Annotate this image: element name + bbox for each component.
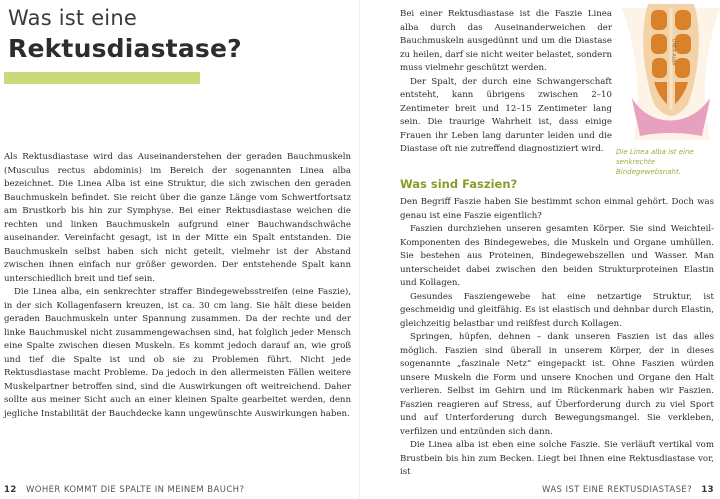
right-paragraph-4: Springen, hüpfen, dehnen – dank unseren Faszien ist das alles möglich. Faszien sind überall in unserem Körper, der in dieses sogenannte „faszinale Netz“ eingepackt ist. Ohne Faszien würden unsere Muskeln die Form und unsere Knochen und Organe den Halt verlieren. Selbst im Gehirn und im Rückenmark haben wir Faszien. Faszien reagieren auf Stress, auf Überforderung durch zu viel Sport und auf Unterforderung durch Bewegungsmangel. Sie verkleben, verfilzen und entzünden sich dann. <box>400 332 714 437</box>
muscle-segment-1 <box>651 10 667 30</box>
muscle-segment-3 <box>651 34 667 54</box>
muscle-segment-6 <box>675 58 690 78</box>
page-title-line-2: Rektusdiastase? <box>8 34 242 63</box>
muscle-segment-4 <box>675 34 691 54</box>
right-paragraph-3: Gesundes Fasziengewebe hat eine netzartige Struktur, ist geschmeidig und gleitfähig. Es ist elastisch und dehnbar durch Elastin, gleichzeitig belastbar und reißfest durch Kollagen. <box>400 291 714 329</box>
left-paragraph-1: Als Rektusdiastase wird das Auseinanderstehen der geraden Bauchmuskeln (Musculus rectus abdominis) im Bereich der sogenannten Linea alba bezeichnet. Die Linea Alba ist eine Struktur, die sich zwischen den geraden Bauchmuskeln befindet. Sie reicht über die ganze Länge vom Schwertfortsatz am Brustkorb bis hin zur Symphyse. Bei einer Rektusdiastase weichen die rechten und linken Bauchmuskeln aufgrund einer Bauchwandschwäche auseinander. Vereinfacht gesagt, ist in der Mitte ein Spalt entstanden. Die Bauchmuskeln selbst haben sich nicht geteilt, vielmehr ist der Abstand zwischen ihnen einfach nur größer geworden. Der entstehende Spalt kann unterschiedlich breit und tief sein. <box>4 152 351 284</box>
right-bottom-text <box>400 196 714 480</box>
left-page-number: 12 <box>4 485 17 495</box>
right-paragraph-1: Den Begriff Faszie haben Sie bestimmt schon einmal gehört. Doch was genau ist eine Faszie eigentlich? <box>400 197 714 221</box>
linea-alba-illustration <box>620 0 720 140</box>
page-title-line-1: Was ist eine <box>8 6 137 30</box>
right-top-paragraph-2: Der Spalt, der durch eine Schwangerschaft entsteht, kann übrigens zwischen 2–10 Zentimeter breit und 12–15 Zentimeter lang sein. Die traurige Wahrheit ist, dass einige Frauen ihr Leben lang darunter leiden und die Diastase oft nie zutreffend diagnostiziert wird. <box>400 76 612 154</box>
right-footer <box>542 485 714 495</box>
linea-alba-label: LINEA ALBA <box>670 38 676 66</box>
right-paragraph-2: Faszien durchziehen unseren gesamten Körper. Sie sind Weichteil-Komponenten des Bindegewebes, die Muskeln und Organe umhüllen. Sie bestehen aus Proteinen, Bindegewebszellen und Wasser. Man unterscheidet dabei zwischen den beiden Strukturproteinen Elastin und Kollagen. <box>400 224 714 288</box>
right-top-paragraph-1: Bei einer Rektusdiastase ist die Faszie Linea alba durch das Auseinanderweichen der Bauchmuskeln ausgedünnt und um die Diastase zu heilen, darf sie nicht weiter belastet, sondern muss vielmehr geschützt werden. <box>400 9 612 73</box>
left-paragraph-2: Die Linea alba, ein senkrechter straffer Bindegewebsstreifen (eine Faszie), in der sich Kollagenfasern kreuzen, ist ca. 30 cm lang. Sie hält diese beiden geraden Bauchmuskeln unter Spannung zusammen. Da der rechte und der linke Bauchmuskel nicht zusammengewachsen sind, hat folglich jeder Mensch eine Spalte zwischen diesen Muskeln. Es kommt jedoch darauf an, wie groß und tief die Spalte ist und ob sie zu Problemen führt. Nicht jede Rektusdiastase macht Probleme. Da jedoch in den allermeisten Fällen weitere Muskelpartner betroffen sind, sind die Auswirkungen oft weitreichend. Daher sollte aus meiner Sicht auch an einer kleinen Spalte gearbeitet werden, denn jegliche Instabilität der Bauchdecke kann ungewünschte Auswirkungen haben. <box>4 287 351 419</box>
right-page-number: 13 <box>701 485 714 495</box>
left-body-text <box>4 151 351 421</box>
right-top-text <box>400 8 612 157</box>
muscle-segment-5 <box>652 58 667 78</box>
left-running-head: WOHER KOMMT DIE SPALTE IN MEINEM BAUCH? <box>25 485 245 495</box>
illustration-caption: Die Linea alba ist eine senkrechte Bindegewebsnaht. <box>616 148 694 176</box>
muscle-segment-2 <box>675 10 691 30</box>
left-footer <box>4 485 244 495</box>
title-accent-bar <box>4 72 200 84</box>
right-running-head: WAS IST EINE REKTUSDIASTASE? <box>542 485 693 495</box>
page-gutter <box>359 0 360 499</box>
right-paragraph-5: Die Linea alba ist eben eine solche Faszie. Sie verläuft vertikal vom Brustbein bis hin zum Becken. Liegt bei Ihnen eine Rektusdiastase vor, ist <box>400 440 714 477</box>
section-heading: Was sind Faszien? <box>400 177 518 191</box>
